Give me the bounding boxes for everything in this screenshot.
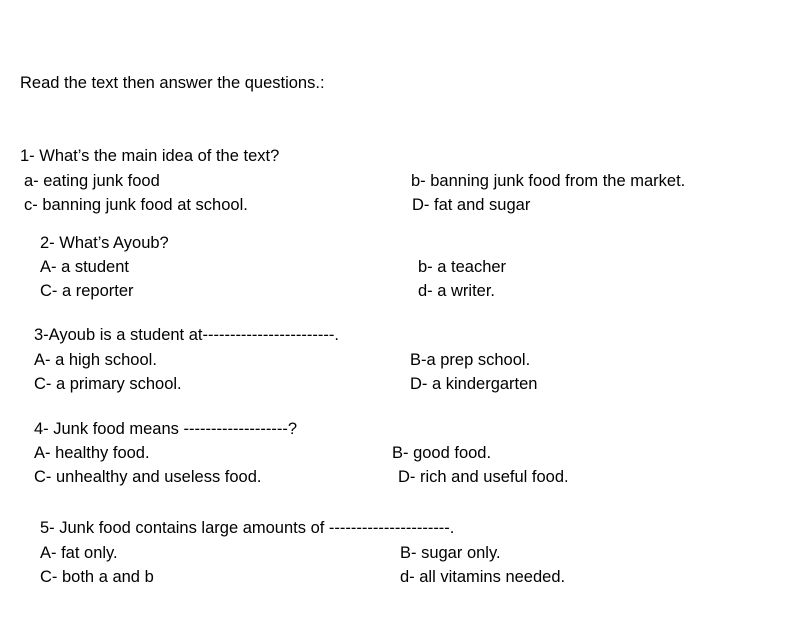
- question-5-option-d: d- all vitamins needed.: [400, 568, 566, 586]
- question-2-option-c: C- a reporter: [40, 282, 134, 300]
- question-1-option-a: a- eating junk food: [24, 172, 160, 190]
- question-4-option-a: A- healthy food.: [34, 444, 150, 462]
- question-5-option-a: A- fat only.: [40, 544, 118, 562]
- instruction-text: Read the text then answer the questions.:: [20, 74, 325, 92]
- question-5-prompt: 5- Junk food contains large amounts of ----------------------.: [40, 519, 455, 537]
- question-5-option-b: B- sugar only.: [400, 544, 501, 562]
- question-1-prompt: 1- What’s the main idea of the text?: [20, 147, 280, 165]
- question-2-option-b: b- a teacher: [418, 258, 507, 276]
- question-2-prompt: 2- What’s Ayoub?: [40, 234, 169, 252]
- question-4-option-b: B- good food.: [392, 444, 492, 462]
- question-4-option-c: C- unhealthy and useless food.: [34, 468, 262, 486]
- question-5-option-c: C- both a and b: [40, 568, 154, 586]
- question-1-option-c: c- banning junk food at school.: [24, 196, 248, 214]
- question-1-option-b: b- banning junk food from the market.: [411, 172, 686, 190]
- question-2-option-d: d- a writer.: [418, 282, 496, 300]
- question-3-prompt: 3-Ayoub is a student at------------------------.: [34, 326, 339, 344]
- question-3-option-a: A- a high school.: [34, 351, 157, 369]
- question-2-option-a: A- a student: [40, 258, 129, 276]
- question-4-option-d: D- rich and useful food.: [398, 468, 569, 486]
- question-3-option-b: B-a prep school.: [410, 351, 531, 369]
- question-3-option-c: C- a primary school.: [34, 375, 182, 393]
- question-3-option-d: D- a kindergarten: [410, 375, 538, 393]
- question-4-prompt: 4- Junk food means -------------------?: [34, 420, 298, 438]
- question-1-option-d: D- fat and sugar: [412, 196, 531, 214]
